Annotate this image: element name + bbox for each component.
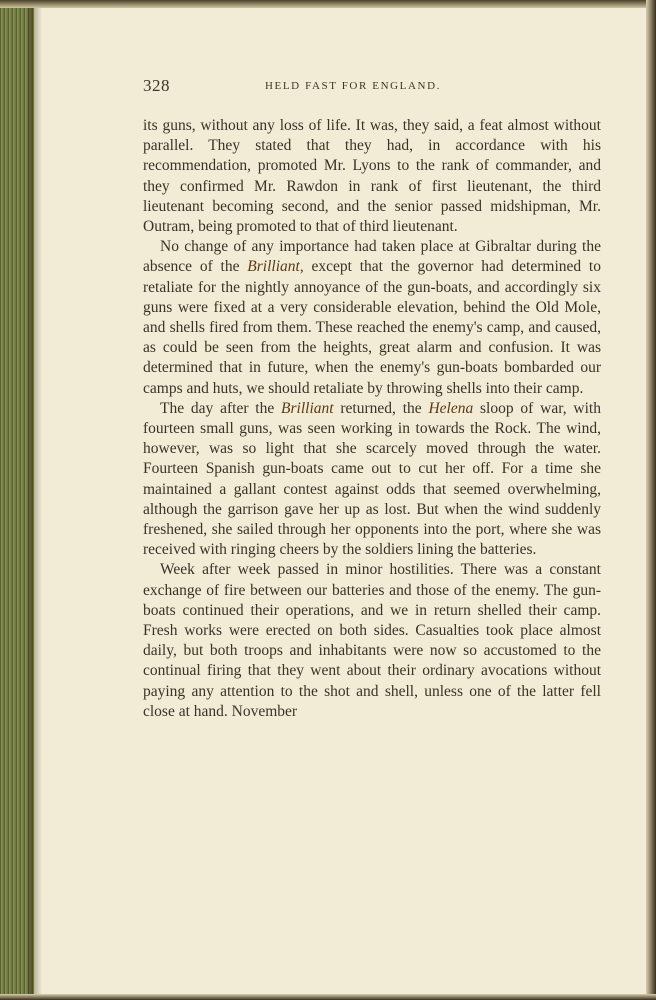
paragraph-text: its guns, without any loss of life. It was, they said, a feat almost without parallel. They stated that they had, in accordance with his recommendation, promoted Mr. Lyons to the rank of commander, and they confirmed Mr. Rawdon in rank of first lieutenant, the third lieutenant becoming second, and the senior passed midshipman, Mr. Outram, being promoted to that of third lieutenant. — [143, 117, 601, 236]
paragraph-text: except that the governor had determined to retaliate for the nightly annoyance of the gun-boats, and accordingly six guns were fixed at a very considerable elevation, behind the Old Mole, and shells fired from them. These reached the enemy's camp, and caused, as could be seen from the heights, great alarm and confusion. It was determined that in future, when the enemy's gun-boats bombarded our camps and huts, we should retaliate by throwing shells into their camp. — [143, 258, 601, 397]
paragraph-text: No change of any importance had taken place at Gibraltar during the absence of the — [143, 238, 601, 276]
body-text — [143, 116, 601, 722]
paragraph-text: returned, the — [333, 399, 429, 417]
paragraph — [143, 237, 601, 399]
scan-bottom-edge — [0, 994, 656, 1000]
paragraph-text: The day after the — [160, 399, 282, 417]
scan-top-edge — [0, 0, 656, 8]
paragraph-text: Week after week passed in minor hostilities. There was a constant exchange of fire between our batteries and those of the enemy. The gun-boats continued their operations, and we in return shelled their camp. Fresh works were erected on both sides. Casualties took place almost daily, but both troops and inhabitants were now so accustomed to the continual firing that they went about their ordinary avocations without paying any attention to the shot and shell, unless one of the latter fell close at hand. November — [143, 561, 601, 720]
paragraph — [143, 560, 601, 722]
scan-right-edge — [646, 0, 656, 1000]
ship-name: Brilliant — [281, 399, 334, 417]
running-head: HELD FAST FOR ENGLAND. — [265, 80, 441, 92]
page-number: 328 — [143, 76, 170, 95]
paragraph — [143, 399, 601, 561]
paragraph — [143, 116, 601, 237]
ship-name: Brilliant, — [247, 258, 304, 276]
gutter-shadow — [28, 0, 42, 1000]
ship-name: Helena — [428, 399, 474, 417]
paragraph-text: sloop of war, with fourteen small guns, was seen working in towards the Rock. The wind, however, was so light that she scarcely moved through the water. Fourteen Spanish gun-boats came out to cut her off. For a time she maintained a gallant contest against odds that seemed overwhelming, although the garrison gave her up as lost. But when the wind suddenly freshened, she sailed through her opponents into the port, where she was received with ringing cheers by the soldiers lining the batteries. — [143, 399, 601, 559]
page-header — [143, 76, 603, 100]
